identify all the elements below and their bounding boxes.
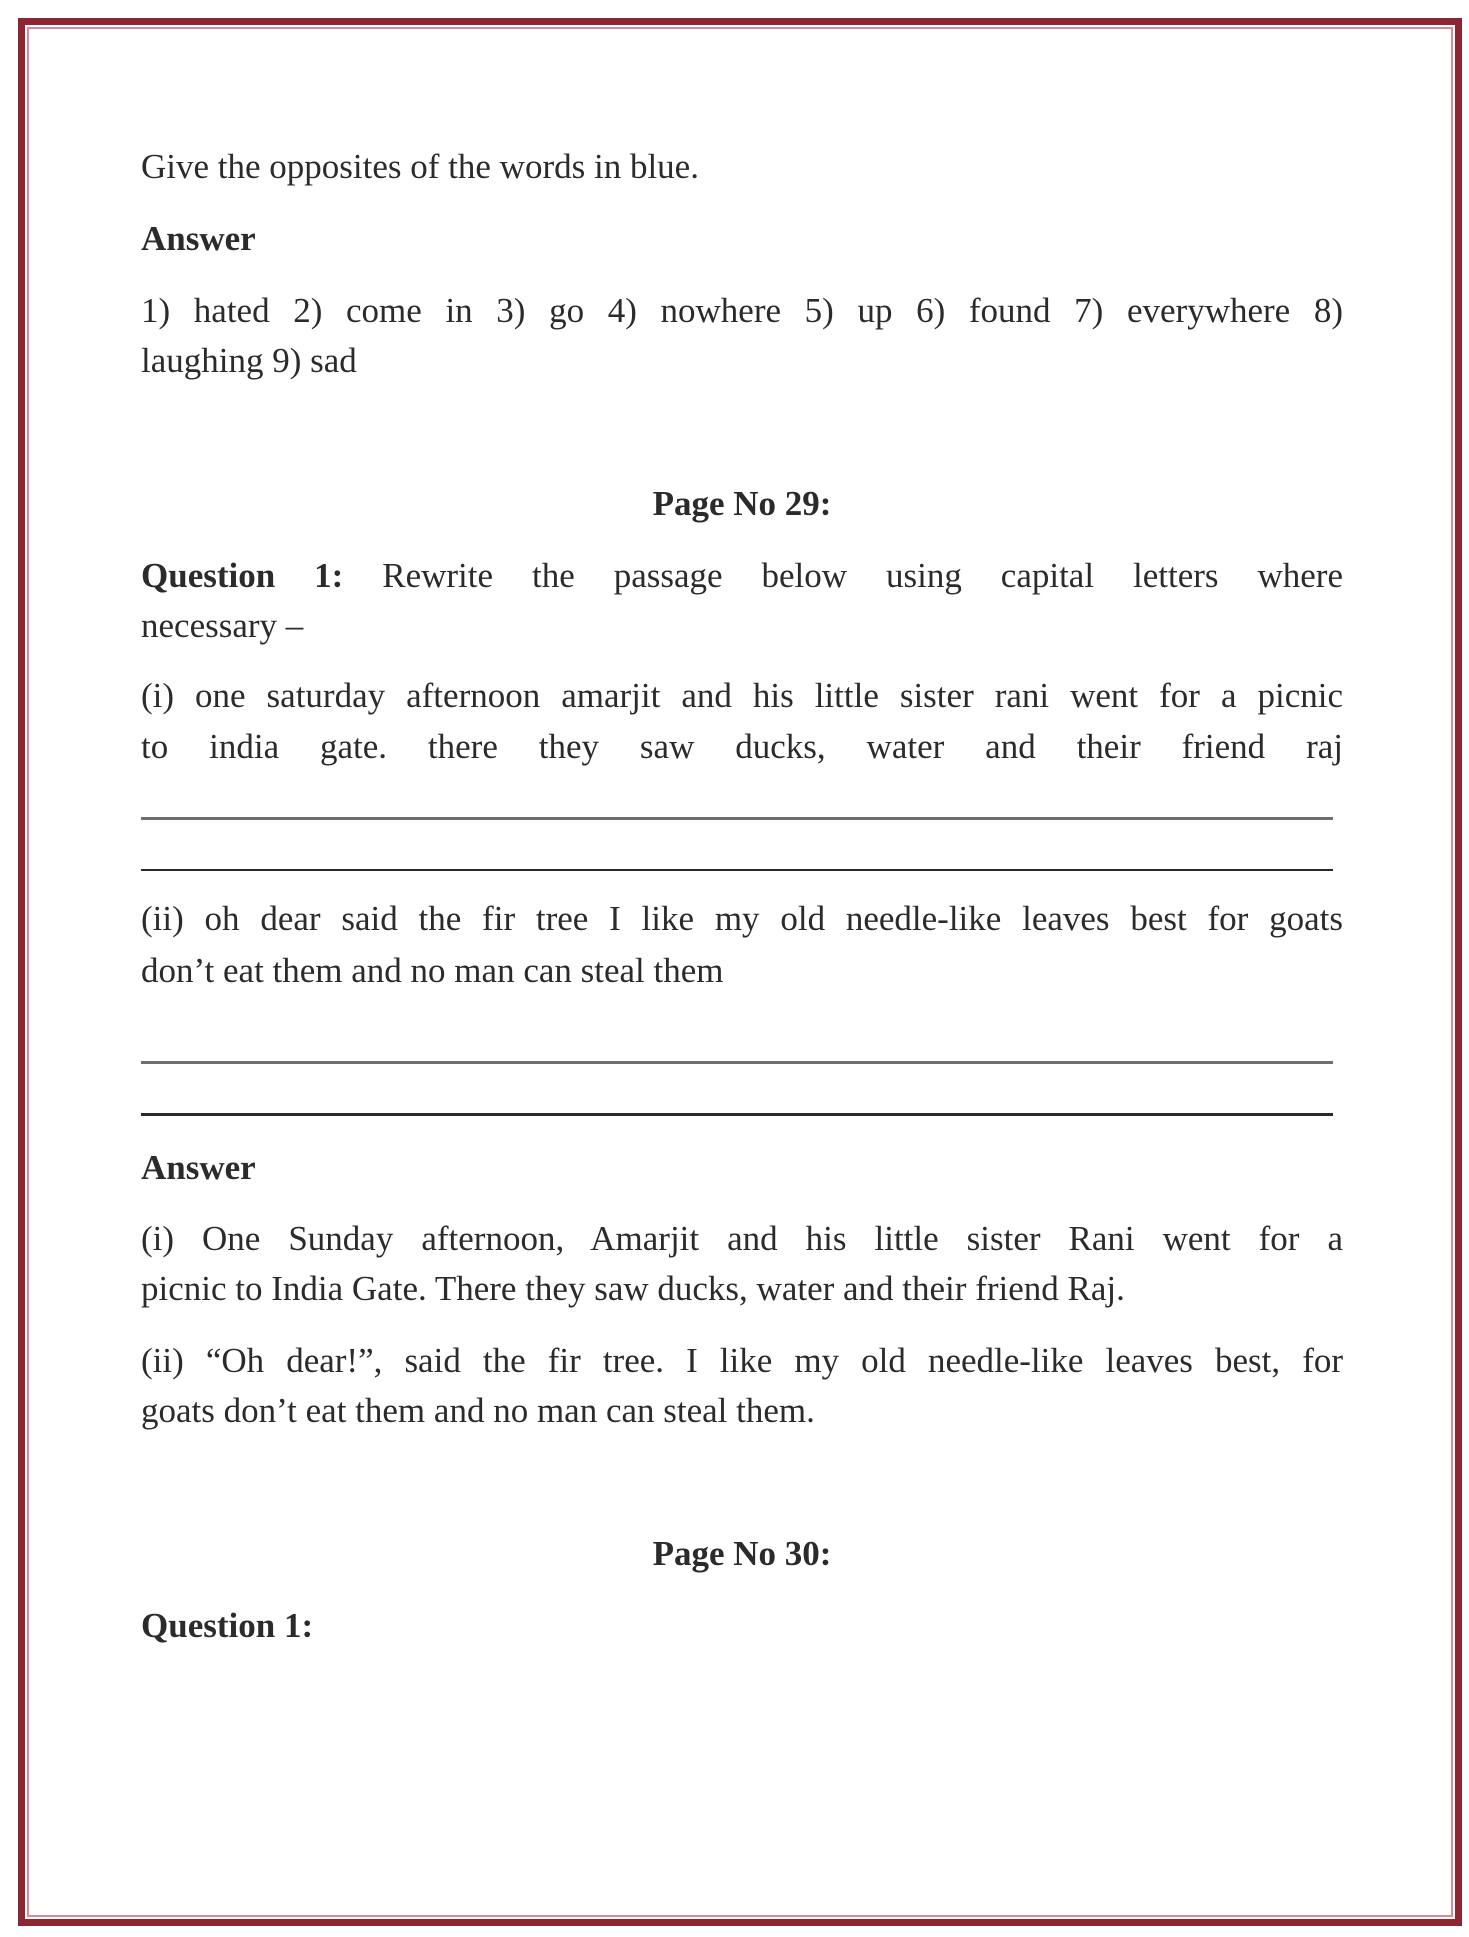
page-30-question-1-label: Question 1: [141,1606,314,1645]
opposites-answer-line-1: 1) hated 2) come in 3) go 4) nowhere 5) up 6) found 7) everywhere 8) [141,291,1343,330]
question-1-text: Rewrite the passage below using capital letters where [382,556,1343,595]
answer-ii-line-2: goats don’t eat them and no man can steal them. [141,1391,815,1430]
answer-ii-line-1: (ii) “Oh dear!”, said the fir tree. I like my old needle-like leaves best, for [141,1341,1343,1380]
page-29-heading: Page No 29: [652,484,832,523]
question-1-line-2: necessary – [141,606,304,645]
question-item-ii-line-2: don’t eat them and no man can steal them [141,951,724,990]
opposites-answer-line-2: laughing 9) sad [141,341,357,380]
answer-writing-line [141,869,1333,871]
question-item-i-line-1: (i) one saturday afternoon amarjit and his little sister rani went for a picnic [141,676,1343,715]
page-30-heading: Page No 30: [652,1534,832,1573]
opposites-instruction: Give the opposites of the words in blue. [141,147,699,186]
answer-i-line-2: picnic to India Gate. There they saw ducks, water and their friend Raj. [141,1269,1125,1308]
question-item-i-line-2: to india gate. there they saw ducks, water and their friend raj [141,727,1343,766]
answer-heading-opposites: Answer [141,219,256,258]
answer-heading-page-29: Answer [141,1148,256,1187]
answer-writing-line [141,1113,1333,1116]
question-item-ii-line-1: (ii) oh dear said the fir tree I like my old needle-like leaves best for goats [141,899,1343,938]
answer-writing-line [141,1061,1333,1064]
answer-writing-line [141,817,1333,820]
question-1-line-1 [141,556,1343,596]
question-1-label: Question 1: [141,556,344,595]
answer-i-line-1: (i) One Sunday afternoon, Amarjit and his little sister Rani went for a [141,1219,1343,1258]
